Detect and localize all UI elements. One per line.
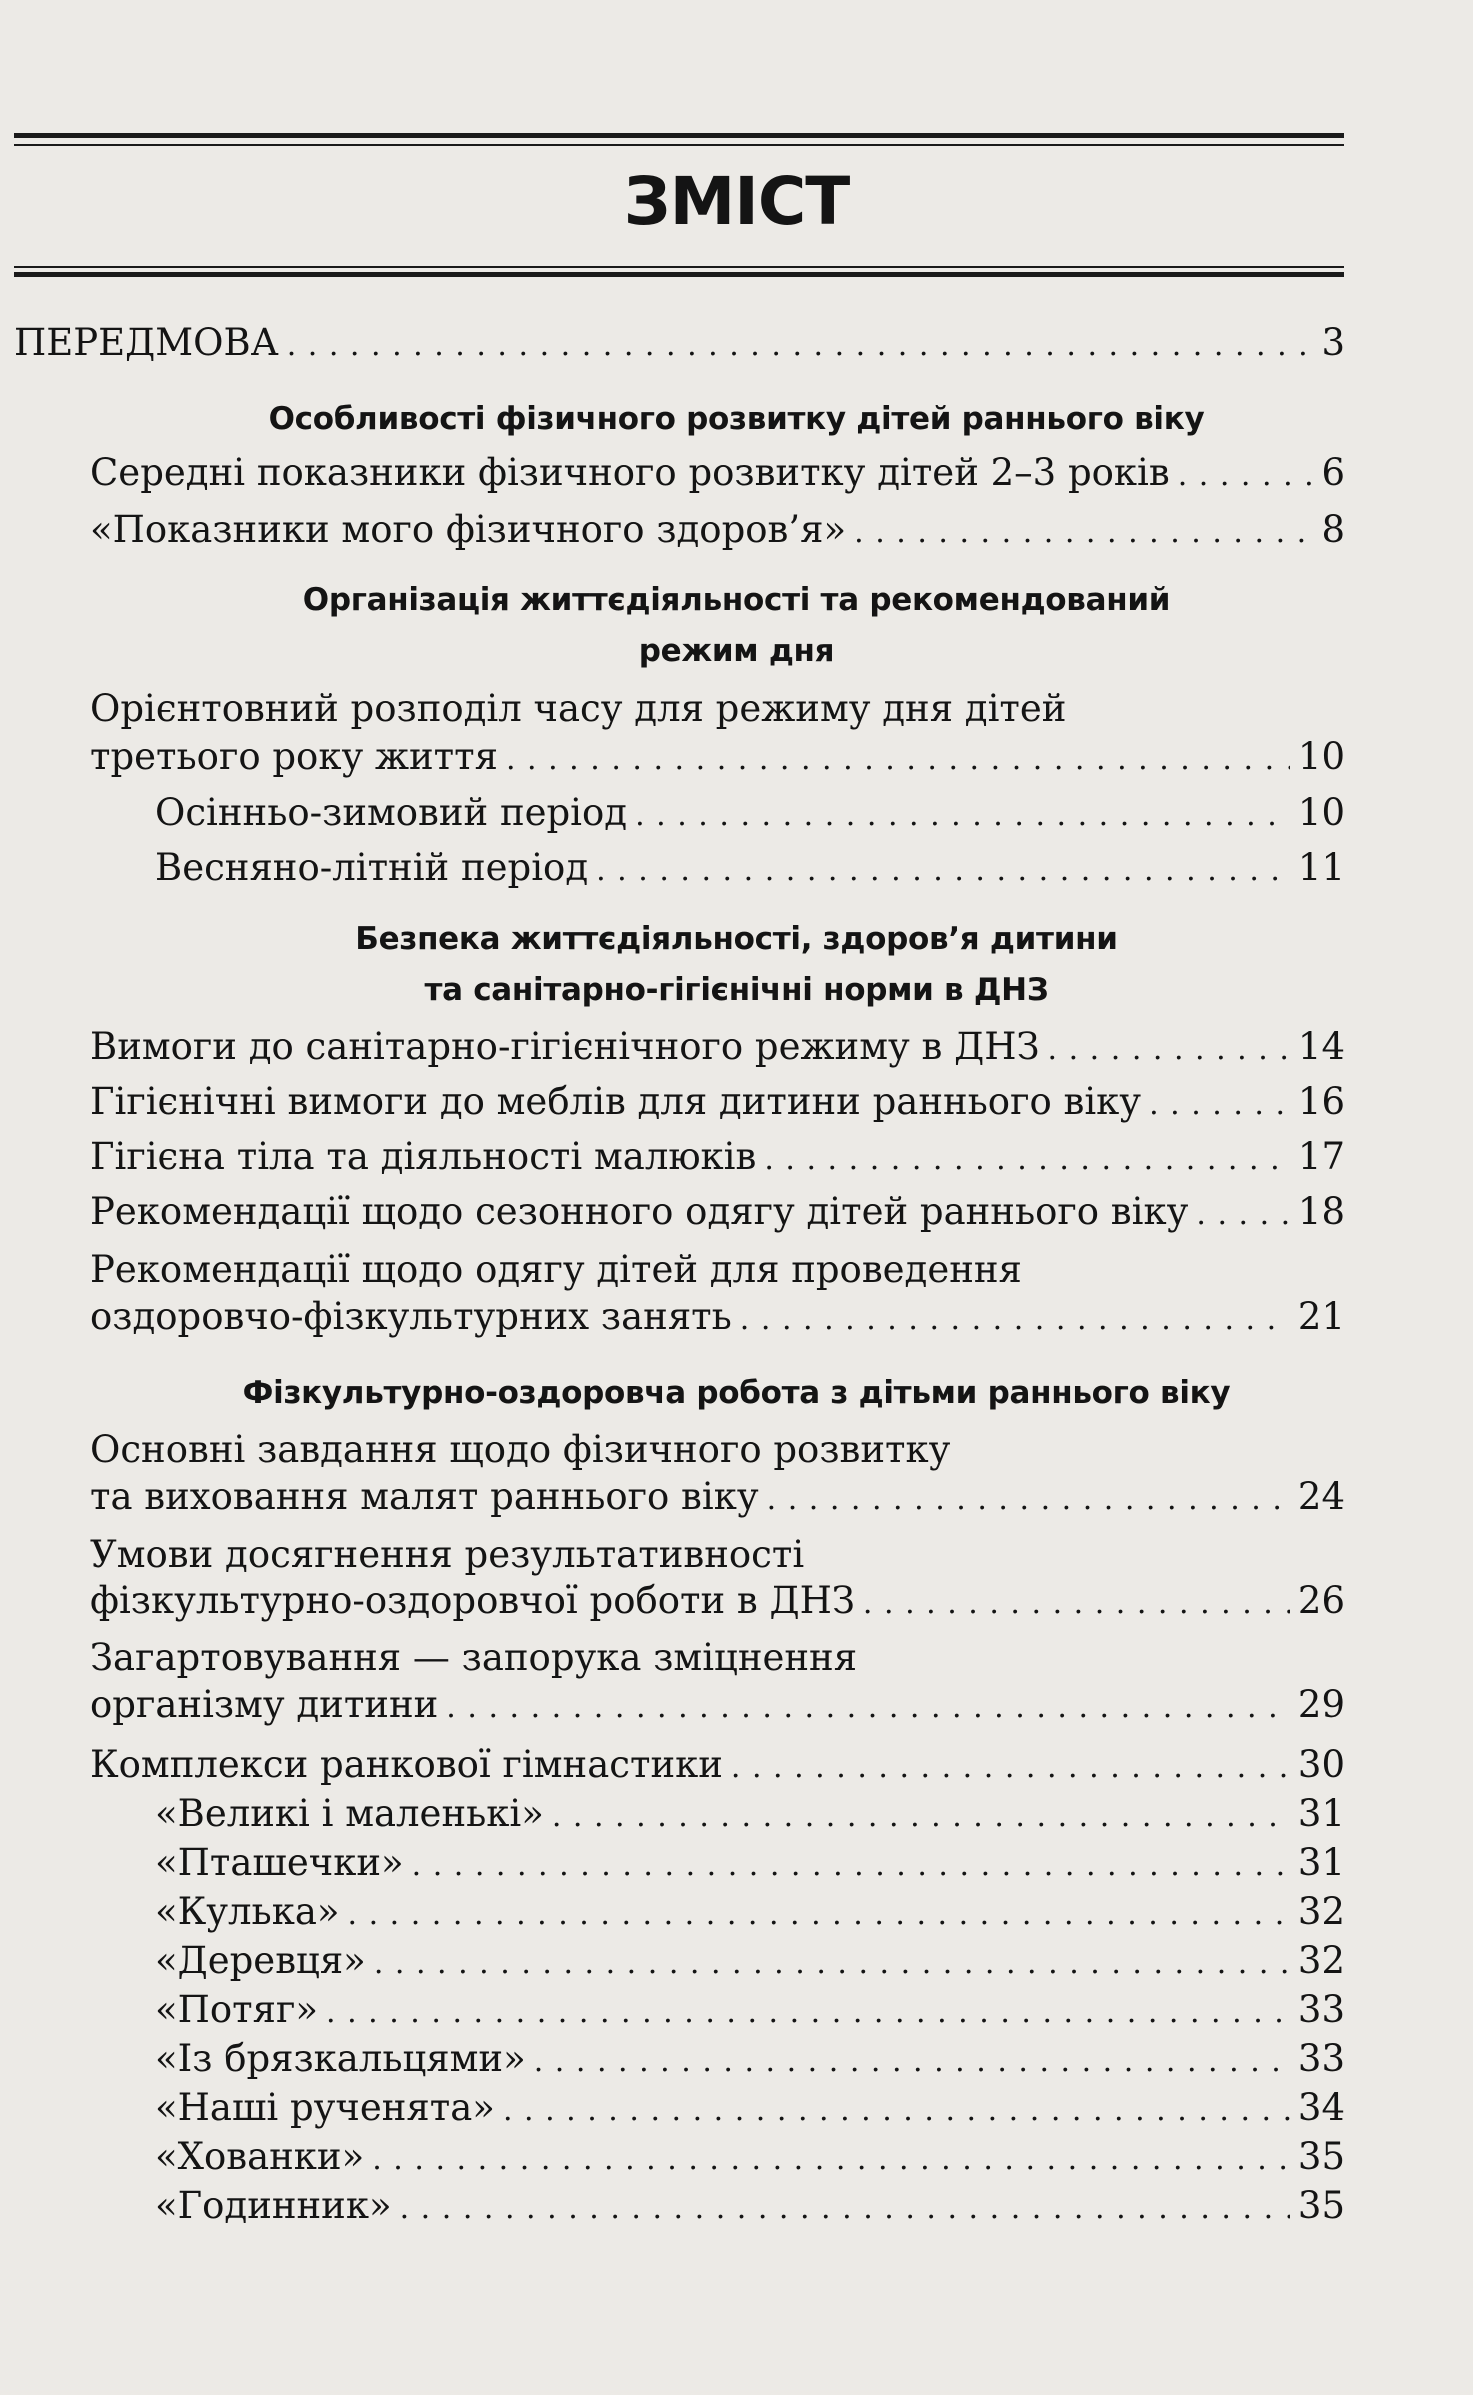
toc-entry-page: 3 [1321, 321, 1345, 364]
toc-entry-title: організму дитини [90, 1683, 439, 1726]
dot-leader [348, 1890, 1290, 1940]
toc-entry-title: Весняно-літній період [155, 846, 589, 889]
toc-entry[interactable] [90, 1576, 1345, 1629]
toc-entry-foreword[interactable] [14, 318, 1345, 371]
section-heading: Організація життєдіяльності та рекомендований [302, 582, 1171, 618]
toc-subentry[interactable] [155, 1936, 1345, 1989]
dot-leader [1149, 1080, 1290, 1130]
section-heading: Фізкультурно-оздоровча робота з дітьми раннього віку [242, 1375, 1231, 1411]
toc-entry-title: оздоровчо-фізкультурних занять [90, 1295, 732, 1338]
toc-entry[interactable] [90, 505, 1345, 558]
toc-entry-page: 17 [1297, 1135, 1345, 1178]
toc-entry-title: Рекомендації щодо сезонного одягу дітей раннього віку [90, 1190, 1189, 1233]
bottom-rule-thin [14, 266, 1344, 268]
toc-entry-page: 35 [1297, 2135, 1345, 2178]
toc-entry-first-line: Загартовування — запорука зміцнення [90, 1636, 858, 1679]
top-rule-thick [14, 133, 1344, 138]
toc-entry[interactable] [90, 1187, 1345, 1240]
dot-leader [552, 1792, 1290, 1842]
toc-entry-title: ПЕРЕДМОВА [14, 321, 279, 364]
dot-leader [635, 791, 1290, 841]
toc-subentry[interactable] [155, 2132, 1345, 2185]
toc-entry-title: «Хованки» [155, 2135, 365, 2178]
dot-leader [400, 2184, 1290, 2234]
toc-entry-page: 26 [1297, 1579, 1345, 1622]
toc-entry[interactable] [90, 1740, 1345, 1793]
toc-subentry[interactable] [155, 2034, 1345, 2087]
toc-entry[interactable] [90, 448, 1345, 501]
page-title: ЗМІСТ [623, 163, 850, 240]
toc-entry-title: Комплекси ранкової гімнастики [90, 1743, 723, 1786]
toc-entry[interactable] [90, 1680, 1345, 1733]
toc-entry-page: 29 [1297, 1683, 1345, 1726]
dot-leader [764, 1135, 1290, 1185]
toc-subentry[interactable] [155, 1985, 1345, 2038]
toc-entry-title: Гігієна тіла та діяльності малюків [90, 1135, 757, 1178]
dot-leader [287, 321, 1314, 371]
dot-leader [412, 1841, 1290, 1891]
toc-entry[interactable] [90, 1022, 1345, 1075]
dot-leader [374, 1939, 1290, 1989]
dot-leader [740, 1295, 1290, 1345]
toc-entry-title: «Великі і маленькі» [155, 1792, 544, 1835]
toc-entry-page: 8 [1321, 508, 1345, 551]
toc-entry-title: та виховання малят раннього віку [90, 1475, 759, 1518]
dot-leader [1048, 1025, 1290, 1075]
dot-leader [534, 2037, 1290, 2087]
toc-subentry[interactable] [155, 2083, 1345, 2136]
toc-subentry[interactable] [155, 2181, 1345, 2234]
toc-entry[interactable] [90, 1472, 1345, 1525]
dot-leader [596, 846, 1290, 896]
toc-entry-page: 10 [1297, 735, 1345, 778]
toc-entry-first-line: Рекомендації щодо одягу дітей для проведення [90, 1248, 1022, 1291]
toc-subentry[interactable] [155, 843, 1345, 896]
toc-entry-page: 11 [1297, 846, 1345, 889]
toc-subentry[interactable] [155, 788, 1345, 841]
toc-entry-title: «Із брязкальцями» [155, 2037, 526, 2080]
toc-entry[interactable] [90, 1077, 1345, 1130]
bottom-rule-thick [14, 272, 1344, 277]
toc-entry-page: 30 [1297, 1743, 1345, 1786]
toc-entry-title: фізкультурно-оздоровчої роботи в ДНЗ [90, 1579, 855, 1622]
toc-entry-page: 14 [1297, 1025, 1345, 1068]
toc-entry-title: Гігієнічні вимоги до меблів для дитини раннього віку [90, 1080, 1142, 1123]
toc-entry-title: Середні показники фізичного розвитку дітей 2–3 років [90, 451, 1170, 494]
toc-entry-page: 10 [1297, 791, 1345, 834]
dot-leader [767, 1475, 1290, 1525]
toc-entry-first-line: Основні завдання щодо фізичного розвитку [90, 1428, 951, 1471]
toc-entry-page: 33 [1297, 2037, 1345, 2080]
toc-entry-first-line: Орієнтовний розподіл часу для режиму дня дітей [90, 687, 1067, 730]
toc-entry-page: 32 [1297, 1939, 1345, 1982]
toc-entry-title: третього року життя [90, 735, 498, 778]
section-heading: Особливості фізичного розвитку дітей раннього віку [268, 401, 1205, 437]
toc-entry-title: «Деревця» [155, 1939, 366, 1982]
toc-entry-title: «Кулька» [155, 1890, 340, 1933]
toc-entry-page: 31 [1297, 1792, 1345, 1835]
toc-entry-page: 21 [1297, 1295, 1345, 1338]
toc-entry-title: «Потяг» [155, 1988, 319, 2031]
toc-entry-page: 31 [1297, 1841, 1345, 1884]
toc-subentry[interactable] [155, 1887, 1345, 1940]
dot-leader [446, 1683, 1290, 1733]
toc-subentry[interactable] [155, 1838, 1345, 1891]
toc-entry-page: 24 [1297, 1475, 1345, 1518]
toc-subentry[interactable] [155, 1789, 1345, 1842]
toc-entry-page: 16 [1297, 1080, 1345, 1123]
toc-entry-title: «Наші рученята» [155, 2086, 495, 2129]
top-rule-thin [14, 144, 1344, 146]
toc-entry-page: 33 [1297, 1988, 1345, 2031]
dot-leader [506, 735, 1290, 785]
toc-entry-page: 18 [1297, 1190, 1345, 1233]
toc-entry[interactable] [90, 1132, 1345, 1185]
toc-entry-title: «Годинник» [155, 2184, 392, 2227]
toc-entry-page: 34 [1297, 2086, 1345, 2129]
toc-entry-first-line: Умови досягнення результативності [90, 1533, 805, 1576]
dot-leader [326, 1988, 1290, 2038]
dot-leader [1196, 1190, 1290, 1240]
toc-entry[interactable] [90, 1292, 1345, 1345]
toc-entry-title: Осінньо-зимовий період [155, 791, 628, 834]
dot-leader [854, 508, 1313, 558]
dot-leader [863, 1579, 1290, 1629]
section-heading-cont: та санітарно-гігієнічні норми в ДНЗ [424, 972, 1049, 1008]
toc-entry[interactable] [90, 732, 1345, 785]
toc-entry-title: Вимоги до санітарно-гігієнічного режиму в ДНЗ [90, 1025, 1040, 1068]
toc-entry-page: 32 [1297, 1890, 1345, 1933]
toc-entry-title: «Показники мого фізичного здоров’я» [90, 508, 847, 551]
toc-entry-page: 35 [1297, 2184, 1345, 2227]
dot-leader [372, 2135, 1290, 2185]
section-heading: Безпека життєдіяльності, здоров’я дитини [355, 921, 1118, 957]
toc-entry-title: «Пташечки» [155, 1841, 404, 1884]
dot-leader [1178, 451, 1314, 501]
dot-leader [731, 1743, 1290, 1793]
toc-entry-page: 6 [1321, 451, 1345, 494]
dot-leader [503, 2086, 1290, 2136]
section-heading-cont: режим дня [638, 633, 835, 669]
